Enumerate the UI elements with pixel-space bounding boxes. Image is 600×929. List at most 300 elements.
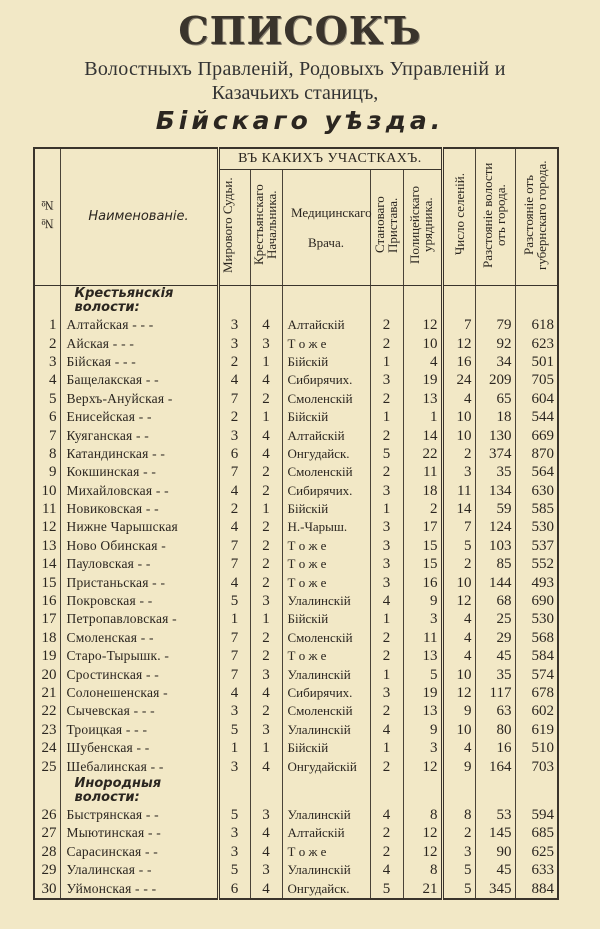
distance-to-gub-city: 690 xyxy=(515,592,558,610)
village-count: 5 xyxy=(442,861,475,879)
distance-to-city: 68 xyxy=(475,592,515,610)
table-row xyxy=(34,806,558,824)
row-number: 17 xyxy=(41,611,57,628)
volost-name: Солонешенская - xyxy=(60,684,218,702)
doctor-district: Онгудайскій xyxy=(282,757,370,775)
village-count: 10 xyxy=(442,721,475,739)
village-count: 5 xyxy=(442,879,475,898)
peasant-chief-district: 2 xyxy=(250,573,282,591)
subtitle-line-1: Волостныхъ Правленій, Родовыхъ Управленій и xyxy=(84,58,506,80)
volost-name: Новиковская - - xyxy=(60,500,218,518)
distance-to-gub-city: 564 xyxy=(515,463,558,481)
judge-district: 5 xyxy=(218,721,250,739)
distance-to-gub-city: 870 xyxy=(515,445,558,463)
stanovoy-district: 3 xyxy=(370,555,403,573)
section-header xyxy=(34,776,558,806)
doctor-district: Т о ж е xyxy=(282,647,370,665)
police-district: 9 xyxy=(403,721,442,739)
volost-name: Бащелакская - - xyxy=(60,371,218,389)
peasant-chief-district: 1 xyxy=(250,353,282,371)
village-count: 12 xyxy=(442,592,475,610)
doctor-district: Т о ж е xyxy=(282,555,370,573)
volost-name: Петропавловская - xyxy=(60,610,218,628)
police-district: 16 xyxy=(403,573,442,591)
stanovoy-district: 1 xyxy=(370,353,403,371)
police-district: 12 xyxy=(403,757,442,775)
stanovoy-district: 2 xyxy=(370,629,403,647)
police-district: 13 xyxy=(403,647,442,665)
distance-to-city: 90 xyxy=(475,843,515,861)
stanovoy-district: 4 xyxy=(370,721,403,739)
distance-to-city: 34 xyxy=(475,353,515,371)
doctor-district: Бійскій xyxy=(282,610,370,628)
row-number: 5 xyxy=(49,390,57,407)
judge-district: 4 xyxy=(218,684,250,702)
volost-table xyxy=(33,147,559,900)
volost-name: Айская - - - xyxy=(60,334,218,352)
peasant-chief-district: 2 xyxy=(250,463,282,481)
row-number: 27 xyxy=(41,825,57,842)
peasant-chief-district: 4 xyxy=(250,824,282,842)
col-name-header: Наименованіе. xyxy=(60,148,218,286)
empty-cell xyxy=(218,286,250,317)
empty-cell xyxy=(475,776,515,806)
village-count: 5 xyxy=(442,537,475,555)
village-count: 3 xyxy=(442,463,475,481)
row-number: 19 xyxy=(41,648,57,665)
police-district: 21 xyxy=(403,879,442,898)
village-count: 4 xyxy=(442,647,475,665)
doctor-district: Алтайскій xyxy=(282,316,370,334)
volost-name: Пауловская - - xyxy=(60,555,218,573)
row-number: 25 xyxy=(41,758,57,775)
doctor-district: Улалинскій xyxy=(282,592,370,610)
stanovoy-district: 2 xyxy=(370,757,403,775)
police-district: 2 xyxy=(403,500,442,518)
peasant-chief-district: 4 xyxy=(250,879,282,898)
stanovoy-district: 1 xyxy=(370,739,403,757)
table-row xyxy=(34,861,558,879)
police-district: 4 xyxy=(403,353,442,371)
stanovoy-district: 3 xyxy=(370,518,403,536)
row-number: 14 xyxy=(41,556,57,573)
distance-to-gub-city: 537 xyxy=(515,537,558,555)
distance-to-gub-city: 703 xyxy=(515,757,558,775)
police-district: 13 xyxy=(403,390,442,408)
police-district: 8 xyxy=(403,861,442,879)
doctor-district: Смоленскій xyxy=(282,463,370,481)
distance-to-gub-city: 544 xyxy=(515,408,558,426)
doctor-district: Смоленскій xyxy=(282,702,370,720)
section-title: Крестьянскія волости: xyxy=(60,286,218,317)
judge-district: 3 xyxy=(218,843,250,861)
doctor-district: Сибирячих. xyxy=(282,684,370,702)
row-number: 29 xyxy=(41,862,57,879)
peasant-chief-district: 3 xyxy=(250,334,282,352)
table-row xyxy=(34,824,558,842)
police-district: 19 xyxy=(403,371,442,389)
police-district: 15 xyxy=(403,555,442,573)
judge-district: 7 xyxy=(218,555,250,573)
peasant-chief-district: 2 xyxy=(250,482,282,500)
col-villages-header: Число селеній. xyxy=(442,148,475,286)
volost-name: Шебалинская - - xyxy=(60,757,218,775)
row-number: 18 xyxy=(41,629,57,646)
volost-name: Сарасинская - - xyxy=(60,843,218,861)
col-police-header: Полицейскаго урядника. xyxy=(403,170,442,286)
distance-to-city: 345 xyxy=(475,879,515,898)
judge-district: 1 xyxy=(218,610,250,628)
table-row xyxy=(34,879,558,898)
document-title: СПИСОКЪ xyxy=(178,8,422,53)
peasant-chief-district: 3 xyxy=(250,861,282,879)
peasant-chief-district: 2 xyxy=(250,555,282,573)
doctor-district: Улалинскій xyxy=(282,806,370,824)
judge-district: 3 xyxy=(218,316,250,334)
distance-to-gub-city: 623 xyxy=(515,334,558,352)
village-count: 4 xyxy=(442,629,475,647)
stanovoy-district: 1 xyxy=(370,665,403,683)
judge-district: 1 xyxy=(218,739,250,757)
row-number: 21 xyxy=(41,685,57,701)
stanovoy-district: 2 xyxy=(370,390,403,408)
village-count: 24 xyxy=(442,371,475,389)
table-row xyxy=(34,555,558,573)
distance-to-gub-city: 585 xyxy=(515,500,558,518)
row-number: 28 xyxy=(41,843,57,860)
village-count: 7 xyxy=(442,518,475,536)
judge-district: 7 xyxy=(218,629,250,647)
peasant-chief-district: 4 xyxy=(250,316,282,334)
judge-district: 5 xyxy=(218,861,250,879)
police-district: 15 xyxy=(403,537,442,555)
police-district: 12 xyxy=(403,824,442,842)
row-number: 13 xyxy=(41,537,57,554)
police-district: 13 xyxy=(403,702,442,720)
doctor-district: Улалинскій xyxy=(282,721,370,739)
distance-to-city: 35 xyxy=(475,463,515,481)
table-body xyxy=(34,286,558,899)
distance-to-gub-city: 530 xyxy=(515,518,558,536)
distance-to-gub-city: 678 xyxy=(515,684,558,702)
row-number: 2 xyxy=(49,335,57,352)
police-district: 10 xyxy=(403,334,442,352)
judge-district: 6 xyxy=(218,879,250,898)
volost-name: Верхъ-Ануйская - xyxy=(60,390,218,408)
col-number-header: № № xyxy=(34,148,60,286)
village-count: 12 xyxy=(442,334,475,352)
empty-cell xyxy=(370,286,403,317)
row-number: 24 xyxy=(41,740,57,757)
distance-to-city: 79 xyxy=(475,316,515,334)
row-number: 6 xyxy=(49,409,57,426)
empty-cell xyxy=(250,776,282,806)
village-count: 10 xyxy=(442,426,475,444)
volost-name: Покровская - - xyxy=(60,592,218,610)
table-row xyxy=(34,445,558,463)
distance-to-city: 124 xyxy=(475,518,515,536)
distance-to-gub-city: 584 xyxy=(515,647,558,665)
stanovoy-district: 1 xyxy=(370,500,403,518)
table-row xyxy=(34,684,558,702)
row-number: 16 xyxy=(41,593,57,610)
distance-to-city: 164 xyxy=(475,757,515,775)
stanovoy-district: 2 xyxy=(370,702,403,720)
row-number: 15 xyxy=(41,574,57,591)
doctor-district: Алтайскій xyxy=(282,426,370,444)
distance-to-city: 374 xyxy=(475,445,515,463)
police-district: 19 xyxy=(403,684,442,702)
volost-name: Быстрянская - - xyxy=(60,806,218,824)
stanovoy-district: 1 xyxy=(370,408,403,426)
stanovoy-district: 3 xyxy=(370,482,403,500)
empty-cell xyxy=(442,776,475,806)
peasant-chief-district: 2 xyxy=(250,702,282,720)
col-stanovoy-header: Становаго Пристава. xyxy=(370,170,403,286)
doctor-district: Улалинскій xyxy=(282,665,370,683)
stanovoy-district: 1 xyxy=(370,610,403,628)
volost-name: Кокшинская - - xyxy=(60,463,218,481)
table-row xyxy=(34,592,558,610)
distance-to-city: 29 xyxy=(475,629,515,647)
distance-to-gub-city: 625 xyxy=(515,843,558,861)
peasant-chief-district: 2 xyxy=(250,537,282,555)
distance-to-city: 35 xyxy=(475,665,515,683)
table-row xyxy=(34,721,558,739)
volost-name: Старо-Тырышк. - xyxy=(60,647,218,665)
village-count: 4 xyxy=(442,390,475,408)
peasant-chief-district: 3 xyxy=(250,592,282,610)
distance-to-gub-city: 685 xyxy=(515,824,558,842)
stanovoy-district: 3 xyxy=(370,371,403,389)
empty-cell xyxy=(442,286,475,317)
doctor-district: Смоленскій xyxy=(282,390,370,408)
row-number: 9 xyxy=(49,464,57,481)
village-count: 10 xyxy=(442,573,475,591)
peasant-chief-district: 4 xyxy=(250,426,282,444)
volost-name: Ново Обинская - xyxy=(60,537,218,555)
distance-to-gub-city: 669 xyxy=(515,426,558,444)
judge-district: 7 xyxy=(218,463,250,481)
row-number: 1 xyxy=(49,317,57,334)
table-row xyxy=(34,408,558,426)
row-number: 8 xyxy=(49,445,57,462)
doctor-district: Алтайскій xyxy=(282,824,370,842)
judge-district: 2 xyxy=(218,408,250,426)
distance-to-gub-city: 619 xyxy=(515,721,558,739)
village-count: 10 xyxy=(442,665,475,683)
stanovoy-district: 2 xyxy=(370,463,403,481)
stanovoy-district: 2 xyxy=(370,426,403,444)
distance-to-gub-city: 501 xyxy=(515,353,558,371)
distance-to-city: 134 xyxy=(475,482,515,500)
volost-name: Сычевская - - - xyxy=(60,702,218,720)
village-count: 2 xyxy=(442,824,475,842)
row-number: 12 xyxy=(41,519,57,536)
doctor-district: Сибирячих. xyxy=(282,482,370,500)
stanovoy-district: 5 xyxy=(370,879,403,898)
police-district: 8 xyxy=(403,806,442,824)
doctor-district: Т о ж е xyxy=(282,843,370,861)
stanovoy-district: 3 xyxy=(370,573,403,591)
table-row xyxy=(34,647,558,665)
empty-cell xyxy=(515,776,558,806)
table-row xyxy=(34,500,558,518)
volost-name: Смоленская - - xyxy=(60,629,218,647)
empty-cell xyxy=(515,286,558,317)
col-judge-header: Мирового Судьи. xyxy=(218,170,250,286)
doctor-district: Сибирячих. xyxy=(282,371,370,389)
distance-to-gub-city: 618 xyxy=(515,316,558,334)
distance-to-gub-city: 705 xyxy=(515,371,558,389)
row-number: 11 xyxy=(42,501,57,518)
district-title: Бійскаго уѣзда. xyxy=(155,106,445,135)
distance-to-gub-city: 594 xyxy=(515,806,558,824)
village-count: 2 xyxy=(442,555,475,573)
police-district: 14 xyxy=(403,426,442,444)
village-count: 14 xyxy=(442,500,475,518)
distance-to-city: 59 xyxy=(475,500,515,518)
judge-district: 2 xyxy=(218,500,250,518)
police-district: 11 xyxy=(403,463,442,481)
stanovoy-district: 2 xyxy=(370,843,403,861)
doctor-district: Бійскій xyxy=(282,353,370,371)
police-district: 12 xyxy=(403,843,442,861)
table-row xyxy=(34,610,558,628)
distance-to-gub-city: 493 xyxy=(515,573,558,591)
distance-to-city: 130 xyxy=(475,426,515,444)
distance-to-city: 53 xyxy=(475,806,515,824)
subtitle-line-2: Казачьихъ станицъ, xyxy=(211,82,379,104)
row-number: 26 xyxy=(41,806,57,823)
table-row xyxy=(34,537,558,555)
stanovoy-district: 4 xyxy=(370,806,403,824)
village-count: 4 xyxy=(442,739,475,757)
empty-cell xyxy=(475,286,515,317)
stanovoy-district: 2 xyxy=(370,334,403,352)
police-district: 12 xyxy=(403,316,442,334)
doctor-district: Улалинскій xyxy=(282,861,370,879)
doctor-district: Т о ж е xyxy=(282,573,370,591)
volost-name: Алтайская - - - xyxy=(60,316,218,334)
peasant-chief-district: 2 xyxy=(250,647,282,665)
empty-cell xyxy=(34,286,60,317)
doctor-district: Онгудайск. xyxy=(282,879,370,898)
empty-cell xyxy=(370,776,403,806)
judge-district: 4 xyxy=(218,482,250,500)
table-row xyxy=(34,482,558,500)
peasant-chief-district: 2 xyxy=(250,390,282,408)
peasant-chief-district: 1 xyxy=(250,610,282,628)
peasant-chief-district: 3 xyxy=(250,665,282,683)
empty-cell xyxy=(403,286,442,317)
row-number: 22 xyxy=(41,703,57,720)
doctor-district: Т о ж е xyxy=(282,537,370,555)
empty-cell xyxy=(218,776,250,806)
section-header xyxy=(34,286,558,317)
table-row xyxy=(34,573,558,591)
col-peasant-chief-header: Крестьянскаго Начальника. xyxy=(250,170,282,286)
police-district: 11 xyxy=(403,629,442,647)
distance-to-city: 45 xyxy=(475,861,515,879)
doctor-district: Н.-Чарыш. xyxy=(282,518,370,536)
judge-district: 4 xyxy=(218,371,250,389)
peasant-chief-district: 2 xyxy=(250,518,282,536)
empty-cell xyxy=(403,776,442,806)
distance-to-gub-city: 633 xyxy=(515,861,558,879)
distance-to-city: 16 xyxy=(475,739,515,757)
peasant-chief-district: 4 xyxy=(250,843,282,861)
police-district: 1 xyxy=(403,408,442,426)
judge-district: 3 xyxy=(218,824,250,842)
volost-name: Троицкая - - - xyxy=(60,721,218,739)
table-row xyxy=(34,702,558,720)
distance-to-city: 25 xyxy=(475,610,515,628)
peasant-chief-district: 2 xyxy=(250,629,282,647)
distance-to-gub-city: 630 xyxy=(515,482,558,500)
doctor-district: Смоленскій xyxy=(282,629,370,647)
judge-district: 3 xyxy=(218,702,250,720)
distance-to-gub-city: 510 xyxy=(515,739,558,757)
volost-name: Михайловская - - xyxy=(60,482,218,500)
distance-to-city: 85 xyxy=(475,555,515,573)
distance-to-gub-city: 552 xyxy=(515,555,558,573)
distance-to-city: 45 xyxy=(475,647,515,665)
volost-name: Енисейская - - xyxy=(60,408,218,426)
police-district: 17 xyxy=(403,518,442,536)
row-number: 20 xyxy=(41,666,57,683)
judge-district: 4 xyxy=(218,518,250,536)
table-row xyxy=(34,426,558,444)
judge-district: 6 xyxy=(218,445,250,463)
table-row xyxy=(34,334,558,352)
peasant-chief-district: 4 xyxy=(250,371,282,389)
col-dist-gub-header: Разстояніе отъ губернскаго города. xyxy=(515,148,558,286)
distance-to-city: 117 xyxy=(475,684,515,702)
distance-to-gub-city: 604 xyxy=(515,390,558,408)
judge-district: 5 xyxy=(218,592,250,610)
peasant-chief-district: 4 xyxy=(250,757,282,775)
volost-name: Куяганская - - xyxy=(60,426,218,444)
peasant-chief-district: 4 xyxy=(250,445,282,463)
empty-cell xyxy=(34,776,60,806)
judge-district: 3 xyxy=(218,334,250,352)
stanovoy-district: 5 xyxy=(370,445,403,463)
police-district: 18 xyxy=(403,482,442,500)
doctor-district: Бійскій xyxy=(282,739,370,757)
distance-to-city: 65 xyxy=(475,390,515,408)
empty-cell xyxy=(282,776,370,806)
distance-to-gub-city: 530 xyxy=(515,610,558,628)
village-count: 3 xyxy=(442,843,475,861)
volost-name: Уймонская - - - xyxy=(60,879,218,898)
row-number: 3 xyxy=(49,353,57,370)
table-row xyxy=(34,353,558,371)
distance-to-city: 145 xyxy=(475,824,515,842)
village-count: 10 xyxy=(442,408,475,426)
police-district: 3 xyxy=(403,610,442,628)
peasant-chief-district: 3 xyxy=(250,806,282,824)
table-row xyxy=(34,757,558,775)
doctor-district: Онгудайск. xyxy=(282,445,370,463)
distance-to-city: 92 xyxy=(475,334,515,352)
table-row xyxy=(34,316,558,334)
village-count: 12 xyxy=(442,684,475,702)
stanovoy-district: 3 xyxy=(370,537,403,555)
col-dist-city-header: Разстояніе волости отъ города. xyxy=(475,148,515,286)
table-row xyxy=(34,739,558,757)
police-district: 5 xyxy=(403,665,442,683)
